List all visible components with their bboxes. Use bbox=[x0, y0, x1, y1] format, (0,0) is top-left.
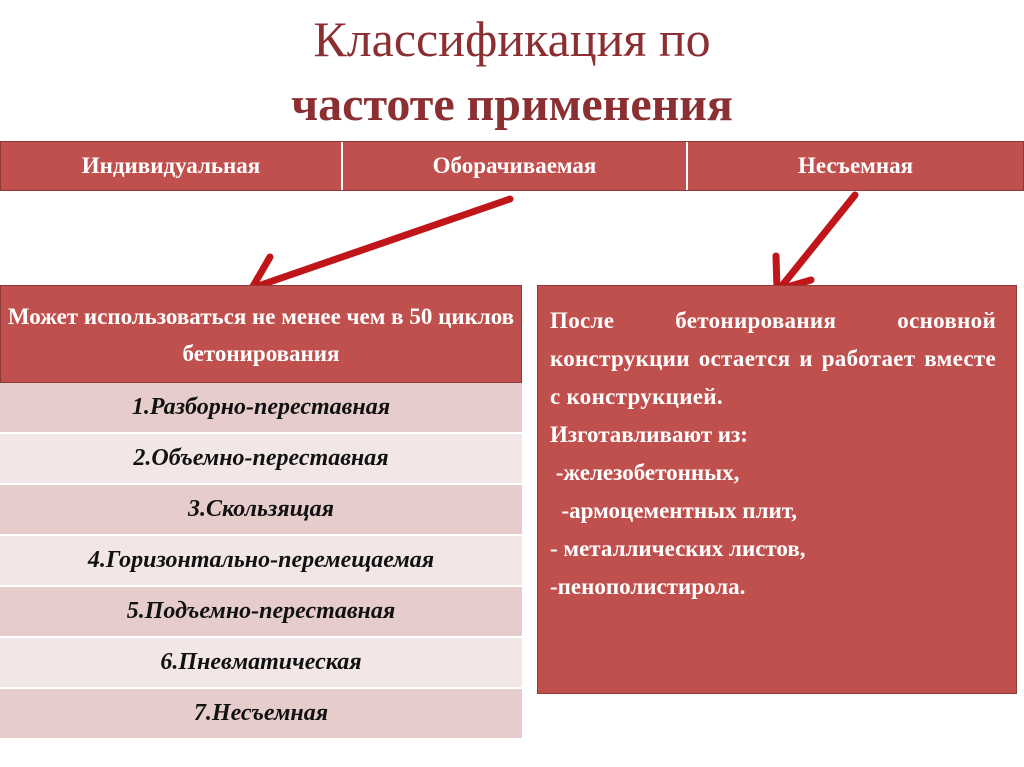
arrow-to-reusable-icon bbox=[252, 199, 510, 293]
material-item: - металлических листов, bbox=[550, 536, 806, 561]
header-permanent: Несъемная bbox=[797, 153, 914, 178]
header-individual: Индивидуальная bbox=[1, 142, 343, 190]
list-item: 2.Объемно-переставная bbox=[0, 434, 522, 485]
permanent-description: После бетонирования основной конструкции остается и работает вместе с конструкцией. bbox=[550, 308, 996, 409]
header-reusable: Оборачиваемая bbox=[343, 142, 688, 190]
material-item: -пенополистирола. bbox=[550, 574, 746, 599]
material-item: -армоцементных плит, bbox=[550, 498, 798, 523]
permanent-formwork-box bbox=[537, 285, 1017, 694]
title-line-2: частоте применения bbox=[291, 78, 733, 131]
list-item: 1.Разборно-переставная bbox=[0, 383, 522, 434]
material-item: -железобетонных, bbox=[550, 460, 740, 485]
arrow-to-permanent-icon bbox=[776, 195, 855, 290]
list-item: 6.Пневматическая bbox=[0, 638, 522, 689]
reusable-description: Может использоваться не менее чем в 50 циклов бетонирования bbox=[0, 285, 522, 383]
made-from-label: Изготавливают из: bbox=[550, 422, 748, 447]
list-item: 7.Несъемная bbox=[0, 689, 522, 740]
reusable-formwork-table bbox=[0, 285, 522, 740]
list-item: 3.Скользящая bbox=[0, 485, 522, 536]
title-line-1: Классификация по bbox=[313, 11, 711, 67]
list-item: 5.Подъемно-переставная bbox=[0, 587, 522, 638]
list-item: 4.Горизонтально-перемещаемая bbox=[0, 536, 522, 587]
